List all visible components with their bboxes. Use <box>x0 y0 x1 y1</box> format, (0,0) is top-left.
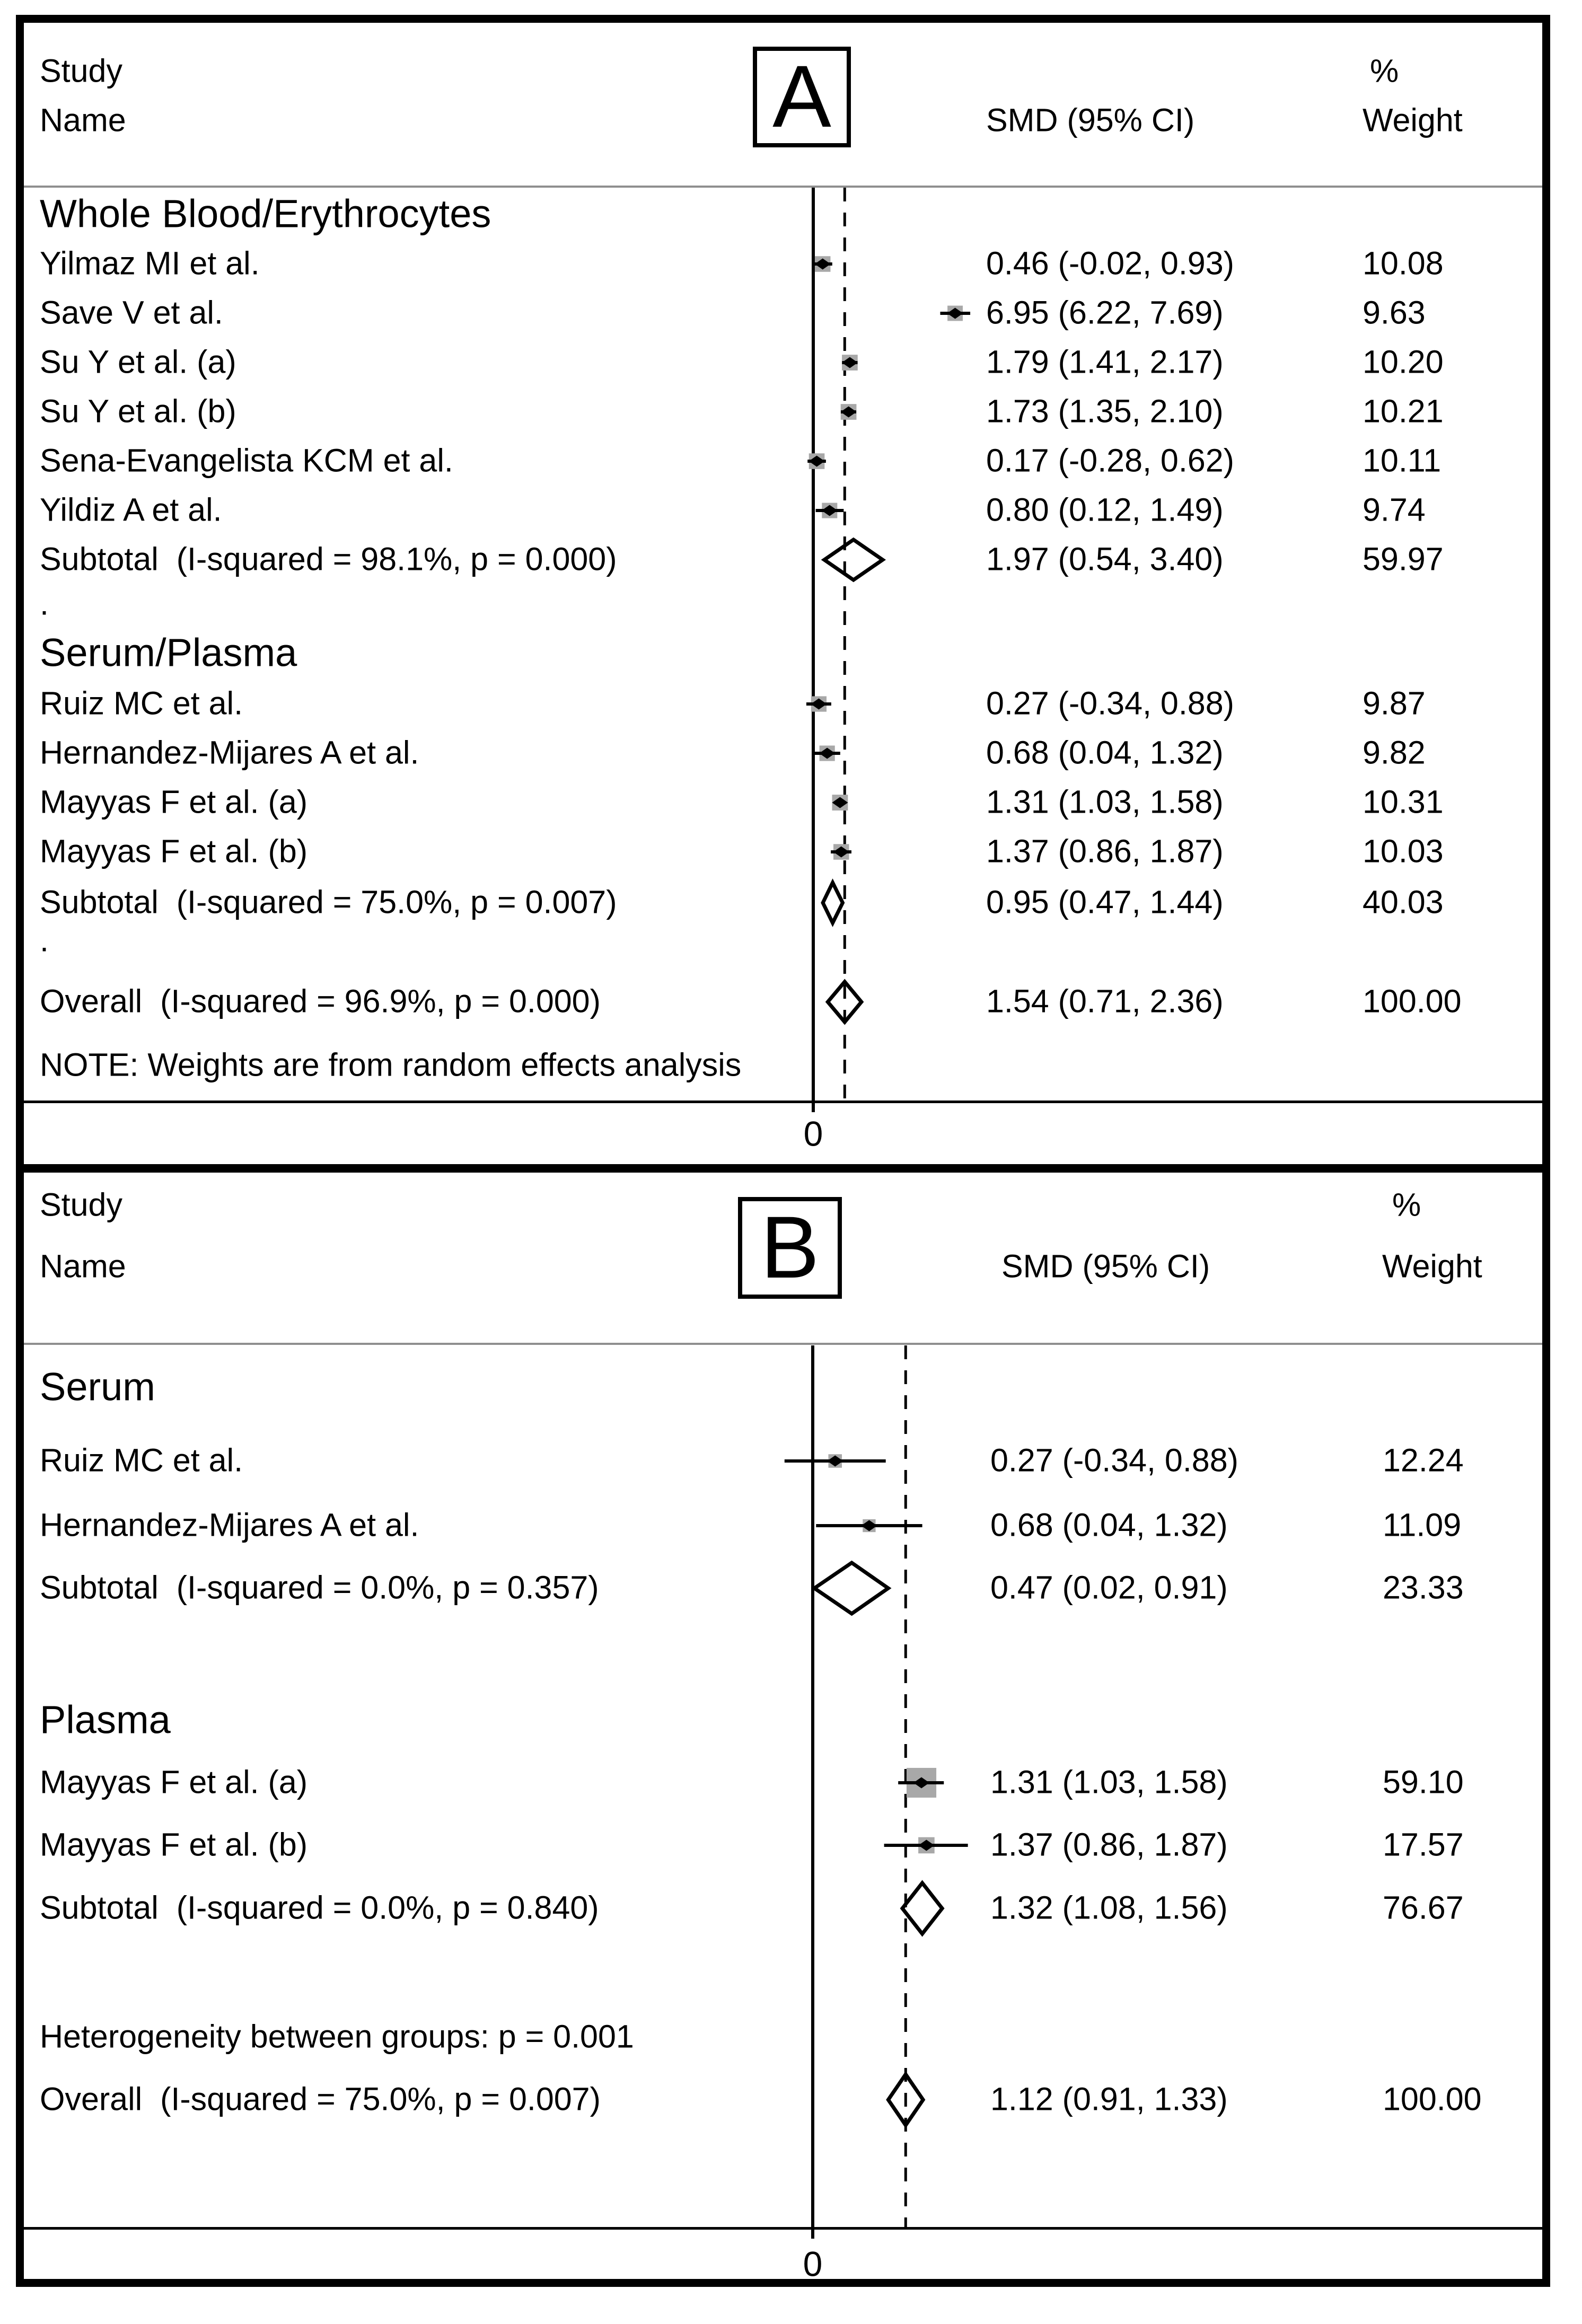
panel-b-header-rule <box>24 1343 1542 1345</box>
panel-b-label-box <box>738 1197 842 1299</box>
weight-value: 12.24 <box>1383 1442 1464 1478</box>
dot-label: . <box>40 585 49 622</box>
smd-value: 0.27 (-0.34, 0.88) <box>990 1442 1238 1478</box>
panel-a-header-rule <box>24 186 1542 188</box>
weight-value: 76.67 <box>1383 1889 1464 1926</box>
study-label: Su Y et al. (a) <box>40 344 236 380</box>
weight-value: 9.74 <box>1363 491 1426 528</box>
study-label: Yilmaz MI et al. <box>40 245 260 281</box>
weight-value: 100.00 <box>1383 2081 1482 2117</box>
weight-value: 10.11 <box>1363 442 1442 479</box>
smd-value: 6.95 (6.22, 7.69) <box>986 294 1224 331</box>
subtotal-label: Subtotal (I-squared = 75.0%, p = 0.007) <box>40 884 617 920</box>
smd-value: 0.47 (0.02, 0.91) <box>990 1569 1228 1606</box>
panel-a-axis-line <box>24 1101 1542 1103</box>
study-label: Mayyas F et al. (b) <box>40 833 308 869</box>
smd-value: 1.73 (1.35, 2.10) <box>986 393 1224 429</box>
study-label: Mayyas F et al. (a) <box>40 1764 308 1800</box>
figure-border <box>16 15 1550 2287</box>
weight-value: 10.08 <box>1363 245 1444 281</box>
overall-label: Overall (I-squared = 96.9%, p = 0.000) <box>40 983 601 1019</box>
weight-value: 10.21 <box>1363 393 1444 429</box>
weight-value: 10.20 <box>1363 344 1444 380</box>
panel-a-header-name: Name <box>40 102 126 138</box>
smd-value: 1.37 (0.86, 1.87) <box>986 833 1224 869</box>
study-label: Hernandez-Mijares A et al. <box>40 1507 419 1543</box>
weight-value: 9.87 <box>1363 685 1426 721</box>
study-label: Ruiz MC et al. <box>40 1442 243 1478</box>
note-label: Heterogeneity between groups: p = 0.001 <box>40 2018 634 2055</box>
smd-value: 0.46 (-0.02, 0.93) <box>986 245 1234 281</box>
panel-a-letter: A <box>772 48 831 146</box>
panel-a-label-box <box>753 47 851 147</box>
panel-a-header-pct: % <box>1370 52 1399 89</box>
panel-a-header-weight: Weight <box>1363 102 1463 138</box>
study-label: Save V et al. <box>40 294 223 331</box>
smd-value: 0.27 (-0.34, 0.88) <box>986 685 1234 721</box>
subtotal-label: Subtotal (I-squared = 0.0%, p = 0.840) <box>40 1889 599 1926</box>
weight-value: 10.31 <box>1363 784 1444 820</box>
smd-value: 0.80 (0.12, 1.49) <box>986 491 1224 528</box>
weight-value: 23.33 <box>1383 1569 1464 1606</box>
group-label: Plasma <box>40 1697 171 1742</box>
weight-value: 9.82 <box>1363 734 1426 771</box>
study-label: Yildiz A et al. <box>40 491 222 528</box>
study-label: Ruiz MC et al. <box>40 685 243 721</box>
weight-value: 17.57 <box>1383 1826 1464 1863</box>
weight-value: 10.03 <box>1363 833 1444 869</box>
panel-b-header-name: Name <box>40 1248 126 1284</box>
smd-value: 1.32 (1.08, 1.56) <box>990 1889 1228 1926</box>
panel-divider <box>16 1164 1550 1173</box>
dot-label: . <box>40 922 49 958</box>
smd-value: 1.31 (1.03, 1.58) <box>986 784 1224 820</box>
study-label: Sena-Evangelista KCM et al. <box>40 442 453 479</box>
panel-a-axis-tick-label: 0 <box>803 1114 823 1154</box>
group-label: Serum <box>40 1365 155 1409</box>
weight-value: 100.00 <box>1363 983 1462 1019</box>
group-label: Serum/Plasma <box>40 630 297 675</box>
study-label: Mayyas F et al. (a) <box>40 784 308 820</box>
smd-value: 1.54 (0.71, 2.36) <box>986 983 1224 1019</box>
smd-value: 1.37 (0.86, 1.87) <box>990 1826 1228 1863</box>
panel-b-header-weight: Weight <box>1382 1248 1482 1284</box>
smd-value: 0.17 (-0.28, 0.62) <box>986 442 1234 479</box>
smd-value: 1.97 (0.54, 3.40) <box>986 541 1224 577</box>
panel-b-axis-tick-label: 0 <box>803 2244 823 2284</box>
subtotal-label: Subtotal (I-squared = 98.1%, p = 0.000) <box>40 541 617 577</box>
weight-value: 9.63 <box>1363 294 1426 331</box>
study-label: Mayyas F et al. (b) <box>40 1826 308 1863</box>
study-label: Hernandez-Mijares A et al. <box>40 734 419 771</box>
overall-label: Overall (I-squared = 75.0%, p = 0.007) <box>40 2081 601 2117</box>
panel-b-axis-line <box>24 2227 1542 2230</box>
smd-value: 1.12 (0.91, 1.33) <box>990 2081 1228 2117</box>
weight-value: 11.09 <box>1383 1507 1462 1543</box>
panel-a-header-study: Study <box>40 52 122 89</box>
panel-b-header-study: Study <box>40 1186 122 1223</box>
panel-a-header-smd: SMD (95% CI) <box>986 102 1195 138</box>
weight-value: 59.10 <box>1383 1764 1464 1800</box>
smd-value: 1.31 (1.03, 1.58) <box>990 1764 1228 1800</box>
smd-value: 0.68 (0.04, 1.32) <box>990 1507 1228 1543</box>
panel-b-letter: B <box>760 1199 820 1297</box>
subtotal-label: Subtotal (I-squared = 0.0%, p = 0.357) <box>40 1569 599 1606</box>
panel-b-header-smd: SMD (95% CI) <box>1001 1248 1210 1284</box>
note-label: NOTE: Weights are from random effects analysis <box>40 1046 742 1083</box>
smd-value: 0.95 (0.47, 1.44) <box>986 884 1224 920</box>
panel-b-header-pct: % <box>1392 1186 1421 1223</box>
weight-value: 59.97 <box>1363 541 1444 577</box>
smd-value: 0.68 (0.04, 1.32) <box>986 734 1224 771</box>
group-label: Whole Blood/Erythrocytes <box>40 191 491 236</box>
smd-value: 1.79 (1.41, 2.17) <box>986 344 1224 380</box>
weight-value: 40.03 <box>1363 884 1444 920</box>
study-label: Su Y et al. (b) <box>40 393 236 429</box>
